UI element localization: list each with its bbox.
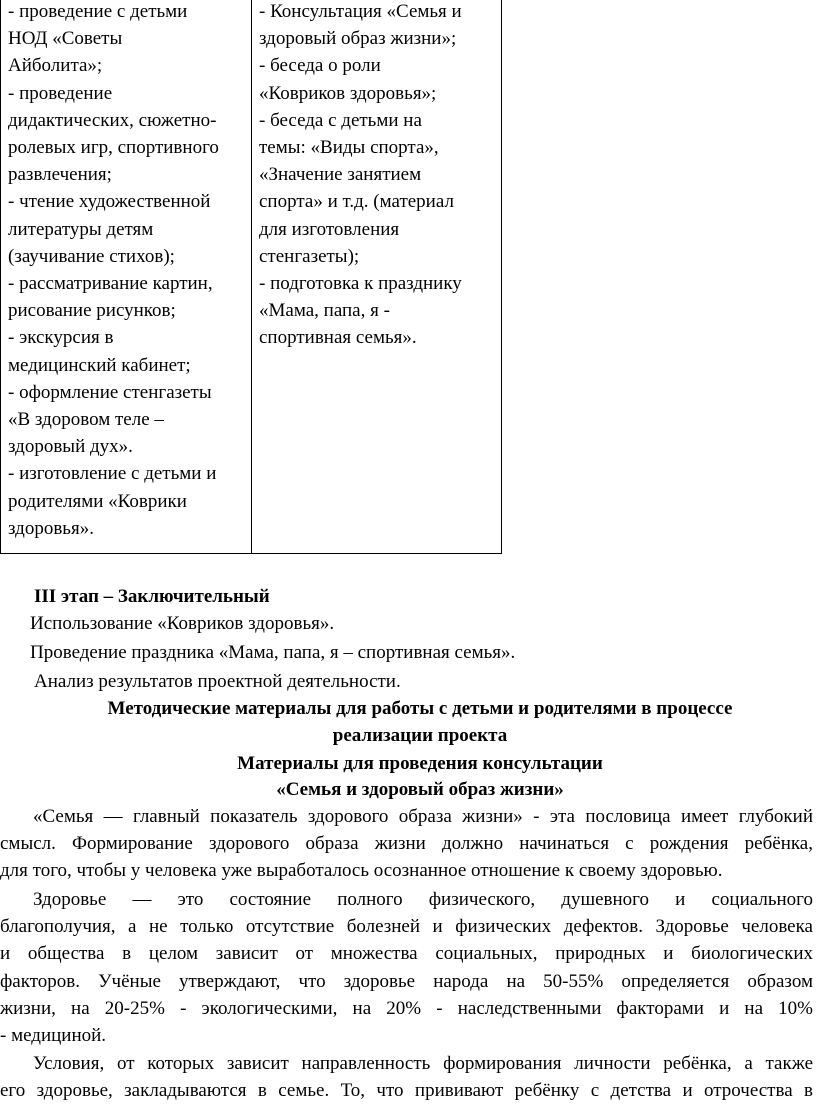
paragraph-line: благополучия, а не только отсутствие болезней и физических дефектов. Здоровье человека [0, 916, 813, 938]
table-cell-line: «Мама, папа, я - [259, 300, 390, 322]
table-cell-line: здоровый образ жизни»; [259, 28, 457, 50]
stage-item: Использование «Ковриков здоровья». [30, 613, 335, 634]
paragraph-line: Здоровье — это состояние полного физического, душевного и социального [33, 889, 813, 910]
activities-table [0, 0, 502, 554]
table-cell-line: темы: «Виды спорта», [259, 137, 439, 159]
paragraph-line: и общества в целом зависит от множества социальных, природных и биологических [0, 943, 813, 965]
table-cell-line: «В здоровом теле – [8, 409, 164, 431]
table-cell-line: родителями «Коврики [8, 490, 187, 512]
table-cell-line: ролевых игр, спортивного [8, 137, 219, 159]
table-cell-line: - Консультация «Семья и [259, 1, 462, 22]
table-cell-line: стенгазеты); [259, 245, 360, 267]
table-cell-line: Айболита»; [8, 55, 103, 77]
table-cell-line: (заучивание стихов); [8, 245, 175, 267]
paragraph [0, 1050, 813, 1104]
table-cell-line: - рассматривание картин, [8, 273, 213, 295]
table-cell-line: здоровья». [8, 517, 94, 539]
table-cell-line: здоровый дух». [8, 436, 133, 458]
table-cell-line: - беседа с детьми на [259, 109, 422, 131]
paragraph-line: смысл. Формирование здорового образа жизни должно начинаться с рождения ребёнка, [0, 833, 813, 855]
consult-heading-line1: Материалы для проведения консультации [237, 753, 603, 774]
table-cell-line: спортивная семья». [259, 327, 417, 349]
stage-item: Анализ результатов проектной деятельности. [34, 671, 401, 692]
table-cell-line: - изготовление с детьми и [8, 463, 217, 485]
table-cell-line: спорта» и т.д. (материал [259, 191, 454, 213]
paragraph-line: его здоровье, закладываются в семье. То, что прививают ребёнку с детства и отрочества в [0, 1080, 813, 1102]
table-cell-line: для изготовления [259, 218, 400, 240]
table-cell-line: - проведение с детьми [8, 1, 188, 22]
table-cell-left [8, 0, 219, 542]
paragraph [0, 886, 813, 1049]
table-cell-line: литературы детям [8, 218, 154, 240]
table-cell-line: медицинский кабинет; [8, 354, 191, 376]
table-cell-line: «Значение занятием [259, 164, 422, 186]
consult-heading-line2: «Семья и здоровый образ жизни» [276, 779, 564, 800]
table-cell-line: - оформление стенгазеты [8, 381, 212, 403]
paragraph-line: факторов. Учёные утверждают, что здоровье народа на 50-55% определяется образом [0, 970, 813, 992]
table-cell-line: - чтение художественной [8, 191, 211, 213]
paragraph-line: жизни, на 20-25% - экологическими, на 20% - наследственными факторами и на 10% [0, 997, 813, 1019]
methodical-heading-line1: Методические материалы для работы с детьми и родителями в процессе [107, 698, 733, 719]
table-cell-line: «Ковриков здоровья»; [259, 82, 437, 104]
paragraph [0, 803, 813, 885]
table-cell-line: - подготовка к празднику [259, 273, 462, 295]
methodical-heading-line2: реализации проекта [332, 725, 508, 746]
table-cell-line: развлечения; [8, 164, 112, 186]
table-cell-line: - экскурсия в [8, 327, 114, 349]
table-cell-right [259, 0, 462, 352]
table-cell-line: НОД «Советы [8, 28, 123, 50]
paragraph-line: - медициной. [0, 1024, 107, 1046]
table-cell-line: - проведение [8, 82, 113, 104]
table-column-divider [251, 0, 252, 553]
paragraph-line: для того, чтобы у человека уже выработалось осознанное отношение к своему здоровью. [0, 860, 723, 882]
paragraph-line: Условия, от которых зависит направленность формирования личности ребёнка, а также [33, 1053, 813, 1074]
table-cell-line: рисование рисунков; [8, 300, 176, 322]
table-cell-line: - беседа о роли [259, 55, 381, 77]
paragraph-line: «Семья — главный показатель здорового образа жизни» - эта пословица имеет глубокий [33, 806, 813, 827]
stage-title: III этап – Заключительный [34, 586, 270, 607]
stage-item: Проведение праздника «Мама, папа, я – спортивная семья». [30, 642, 516, 663]
table-cell-line: дидактических, сюжетно- [8, 109, 217, 131]
